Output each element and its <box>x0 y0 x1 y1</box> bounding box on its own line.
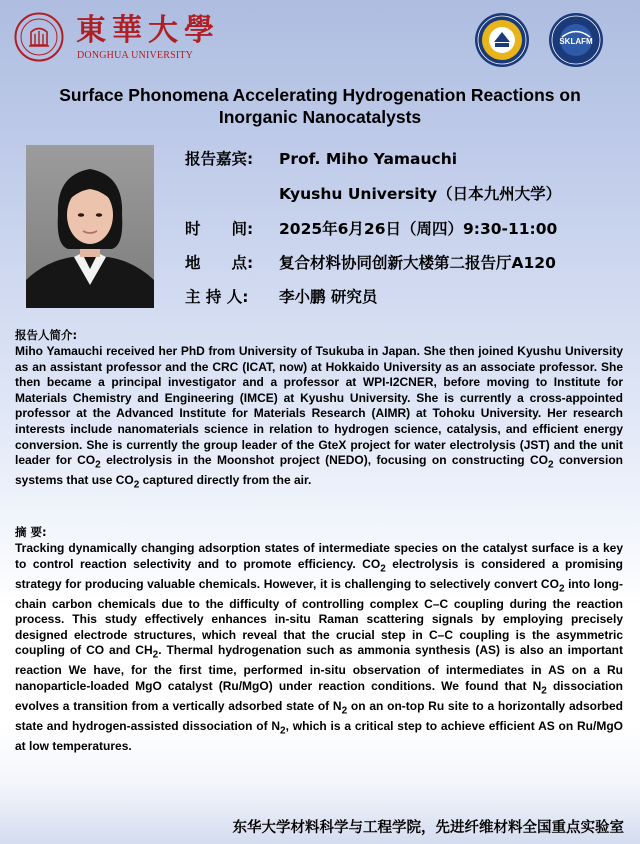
host-value: 李小鹏 研究员 <box>279 288 378 306</box>
abstract-text: Tracking dynamically changing adsorption states of intermediate species on the catalyst surface is a key to control reaction selectivity and to promote efficiency. $CO_2$ electrolysis is considered a promising strategy for producing valuable chemicals. However, it is challenging to selectively convert $CO_2$ into long-chain carbon chemicals due to the difficulty of controlling complex C–C coupling during the reaction process. This study effectively enhances in-situ Raman scattering signals by employing precisely designed electrode structures, which reveal that the crucial step in C–C coupling is the asymmetric coupling of CO and $CH_2$. Thermal hydrogenation such as ammonia synthesis (AS) is also an important reaction We have, for the first time, performed in-situ observation of intermediates in AS on a Ru nanoparticle-loaded MgO catalyst (Ru/MgO) under reaction conditions. We found that $N_2$ dissociation evolves a transition from a vertically adsorbed state of $N_2$ on an on-top Ru site to a horizontally adsorbed state and hydrogen-assisted dissociation of $N_2$, which is a critical step to achieve efficient AS on Ru/MgO at low temperatures. <box>15 541 624 753</box>
time-row <box>185 217 557 239</box>
talk-title-line2: Inorganic Nanocatalysts <box>218 107 422 127</box>
host-row <box>185 285 377 307</box>
bio-label: 报告人简介: <box>15 328 78 342</box>
abstract-label: 摘 要: <box>15 525 47 539</box>
time-label: 时 间: <box>185 220 254 238</box>
sklafm-logo-text: SKLAFM <box>559 37 593 46</box>
talk-title <box>0 84 640 128</box>
affiliation-row <box>185 182 561 204</box>
host-label: 主 持 人: <box>185 288 249 306</box>
speaker-portrait-image <box>26 145 154 308</box>
organizer-footer: 东华大学材料科学与工程学院，先进纤维材料全国重点实验室 <box>232 820 624 836</box>
speaker-photo <box>26 145 154 308</box>
university-name-en: DONGHUA UNIVERSITY <box>77 50 194 61</box>
sklafm-logo <box>548 12 604 68</box>
place-value: 复合材料协同创新大楼第二报告厅A120 <box>279 254 556 272</box>
speaker-row <box>185 147 457 169</box>
bio-text: Miho Yamauchi received her PhD from University of Tsukuba in Japan. She then joined Kyushu University as an assistant professor and the CRC (ICAT, now) at Hokkaido University as an associate professor. She then became a principal investigator and a professor at WPI-I2CNER, before moving to Institute for Materials Chemistry and Engineering (IMCE) at Kyushu University. She is currently a cross-appointed professor at the Advanced Institute for Materials Research (AIMR) at Tohoku University. Her research interests include nanomaterials science in relation to hydrogen science, catalysis, and efficient energy conversion. She is currently the group leader of the GteX project for water electrolysis (JST) and the unit leader for $CO_2$ electrolysis in the Moonshot project (NEDO), focusing on constructing $CO_2$ conversion systems that use $CO_2$ captured directly from the air. <box>15 344 623 491</box>
time-value: 2025年6月26日（周四）9:30-11:00 <box>279 220 558 238</box>
speaker-name: Prof. Miho Yamauchi <box>279 150 458 168</box>
donghua-seal-logo <box>14 12 64 62</box>
speaker-label: 报告嘉宾: <box>185 150 254 168</box>
header <box>0 0 640 72</box>
place-label: 地 点: <box>185 254 254 272</box>
speaker-affiliation: Kyushu University（日本九州大学） <box>279 185 562 203</box>
place-row <box>185 251 556 273</box>
university-name-cn: 東華大學 <box>76 13 220 48</box>
materials-college-logo <box>474 12 530 68</box>
talk-title-line1: Surface Phonomena Accelerating Hydrogenation Reactions on <box>59 85 581 105</box>
